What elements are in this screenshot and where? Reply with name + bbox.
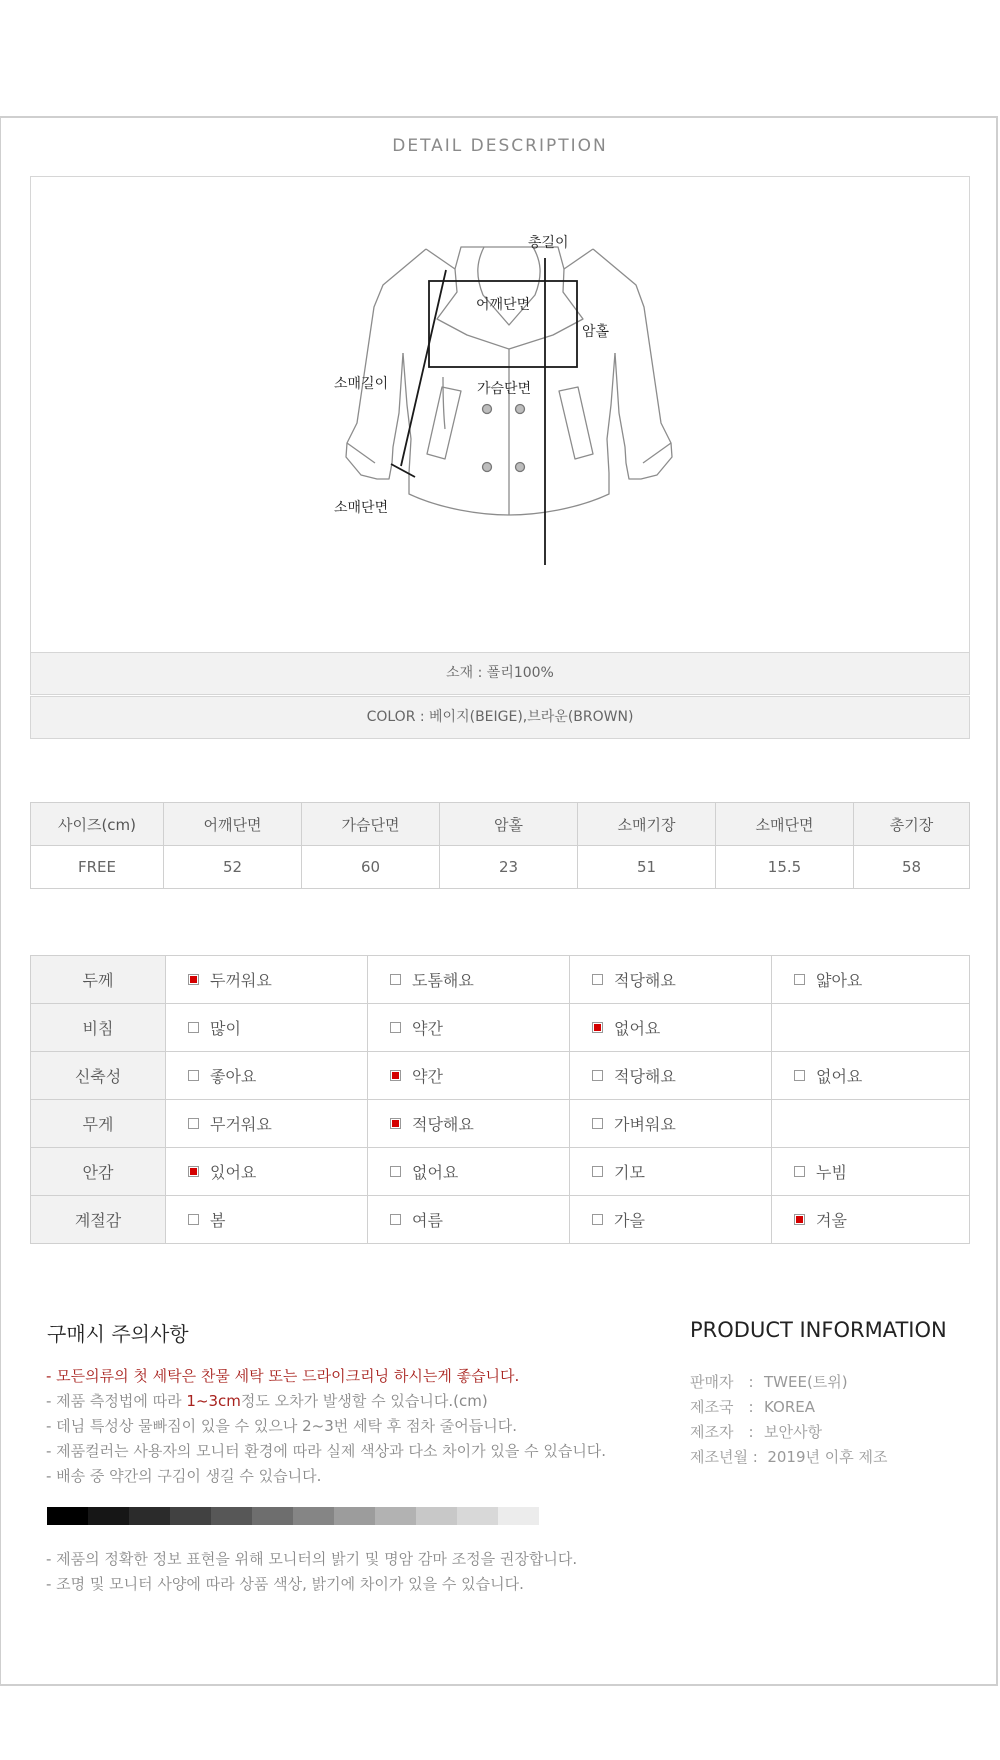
feature-option-label: 없어요 [412, 1163, 459, 1182]
gray-swatch [211, 1507, 252, 1525]
feature-row [31, 1148, 970, 1196]
checked-box-icon [794, 1214, 805, 1225]
caution-note: - 데님 특성상 물빠짐이 있을 수 있으나 2~3번 세탁 후 점차 줄어듭니다. [46, 1417, 518, 1435]
feature-option-label: 도톰해요 [412, 971, 474, 990]
gray-swatch [293, 1507, 334, 1525]
feature-option [166, 1196, 368, 1244]
unchecked-box-icon [390, 1166, 401, 1177]
unchecked-box-icon [592, 1070, 603, 1081]
caution-note: - 제품컬러는 사용자의 모니터 환경에 따라 실제 색상과 다소 차이가 있을 수 있습니다. [46, 1442, 607, 1460]
product-info-country [690, 1396, 815, 1417]
feature-option-label: 얇아요 [816, 971, 863, 990]
feature-option-label: 없어요 [816, 1067, 863, 1086]
unchecked-box-icon [592, 1166, 603, 1177]
feature-option-label: 봄 [210, 1211, 226, 1230]
feature-option [772, 956, 970, 1004]
feature-option [368, 1100, 570, 1148]
feature-row [31, 1196, 970, 1244]
feature-option [368, 1148, 570, 1196]
feature-option-label: 겨울 [816, 1211, 847, 1230]
feature-option-label: 기모 [614, 1163, 645, 1182]
caution-title: 구매시 주의사항 [47, 1322, 189, 1346]
label-total-length: 총길이 [528, 235, 569, 251]
checked-box-icon [592, 1022, 603, 1033]
feature-row [31, 956, 970, 1004]
feature-label: 신축성 [31, 1052, 166, 1100]
size-cell: 51 [578, 846, 716, 889]
size-header-cell: 사이즈(cm) [31, 803, 164, 846]
feature-option-label: 여름 [412, 1211, 443, 1230]
feature-option [166, 1148, 368, 1196]
gray-swatch [457, 1507, 498, 1525]
unchecked-box-icon [794, 974, 805, 985]
feature-option-label: 많이 [210, 1019, 241, 1038]
feature-label: 계절감 [31, 1196, 166, 1244]
feature-option [368, 1004, 570, 1052]
gray-swatch [252, 1507, 293, 1525]
label-armhole: 암홀 [582, 324, 610, 340]
feature-option-empty [772, 1100, 970, 1148]
feature-option [570, 1052, 772, 1100]
label-chest: 가슴단면 [477, 381, 532, 397]
caution-note: - 조명 및 모니터 사양에 따라 상품 색상, 밝기에 차이가 있을 수 있습니다. [46, 1575, 524, 1593]
caution-note-text: 정도 오차가 발생할 수 있습니다.(cm) [240, 1392, 488, 1410]
size-header-cell: 소매단면 [716, 803, 854, 846]
caution-note: - 배송 중 약간의 구김이 생길 수 있습니다. [46, 1467, 322, 1485]
feature-option-label: 적당해요 [614, 1067, 676, 1086]
feature-option-label: 적당해요 [412, 1115, 474, 1134]
info-key: 제조국 [690, 1398, 734, 1416]
unchecked-box-icon [592, 1214, 603, 1225]
material-row: 소재 : 폴리100% [30, 652, 970, 695]
feature-option [166, 1004, 368, 1052]
feature-option [166, 956, 368, 1004]
unchecked-box-icon [188, 1214, 199, 1225]
feature-option [570, 1148, 772, 1196]
size-header-cell: 총기장 [854, 803, 970, 846]
unchecked-box-icon [592, 974, 603, 985]
size-header-cell: 소매기장 [578, 803, 716, 846]
feature-row [31, 1004, 970, 1052]
feature-row [31, 1100, 970, 1148]
coat-illustration [31, 177, 971, 654]
feature-option [570, 1100, 772, 1148]
gray-swatch-bar [47, 1507, 539, 1525]
gray-swatch [170, 1507, 211, 1525]
feature-option [166, 1100, 368, 1148]
feature-option [368, 1196, 570, 1244]
feature-option [368, 1052, 570, 1100]
unchecked-box-icon [390, 974, 401, 985]
checked-box-icon [390, 1118, 401, 1129]
feature-option-label: 가을 [614, 1211, 645, 1230]
unchecked-box-icon [188, 1022, 199, 1033]
label-shoulder: 어깨단면 [476, 297, 531, 313]
size-cell: 23 [440, 846, 578, 889]
gray-swatch [334, 1507, 375, 1525]
size-table-header [31, 803, 970, 846]
feature-option [772, 1196, 970, 1244]
info-value: 2019년 이후 제조 [767, 1448, 888, 1466]
gray-swatch [129, 1507, 170, 1525]
caution-note [46, 1390, 488, 1411]
size-cell: 15.5 [716, 846, 854, 889]
feature-option [772, 1148, 970, 1196]
feature-option [166, 1052, 368, 1100]
feature-option-label: 약간 [412, 1067, 443, 1086]
feature-option-label: 누빔 [816, 1163, 847, 1182]
feature-label: 무게 [31, 1100, 166, 1148]
feature-option-label: 있어요 [210, 1163, 257, 1182]
size-cell: 60 [302, 846, 440, 889]
info-value: KOREA [764, 1398, 815, 1416]
unchecked-box-icon [592, 1118, 603, 1129]
feature-label: 두께 [31, 956, 166, 1004]
info-sep: : [748, 1373, 754, 1391]
info-value: 보안사항 [764, 1423, 822, 1441]
gray-swatch [47, 1507, 88, 1525]
size-cell: 52 [164, 846, 302, 889]
info-key: 제조자 [690, 1423, 734, 1441]
size-cell: 58 [854, 846, 970, 889]
unchecked-box-icon [794, 1070, 805, 1081]
section-title: DETAIL DESCRIPTION [392, 136, 608, 156]
coat-diagram [30, 176, 970, 653]
feature-option [772, 1052, 970, 1100]
feature-option-empty [772, 1004, 970, 1052]
unchecked-box-icon [794, 1166, 805, 1177]
label-sleeve-width: 소매단면 [334, 500, 389, 516]
feature-option [570, 1004, 772, 1052]
info-value: TWEE(트위) [764, 1373, 848, 1391]
info-sep: : [748, 1398, 754, 1416]
size-cell: FREE [31, 846, 164, 889]
size-header-cell: 암홀 [440, 803, 578, 846]
feature-option [368, 956, 570, 1004]
checked-box-icon [188, 974, 199, 985]
feature-option-label: 좋아요 [210, 1067, 257, 1086]
gray-swatch [88, 1507, 129, 1525]
feature-option [570, 1196, 772, 1244]
product-info-title: PRODUCT INFORMATION [690, 1318, 947, 1342]
feature-label: 안감 [31, 1148, 166, 1196]
size-table-row [31, 846, 970, 889]
info-sep: : [748, 1423, 754, 1441]
unchecked-box-icon [390, 1214, 401, 1225]
feature-option-label: 적당해요 [614, 971, 676, 990]
color-row: COLOR : 베이지(BEIGE),브라운(BROWN) [30, 696, 970, 739]
size-header-cell: 가슴단면 [302, 803, 440, 846]
feature-table [30, 955, 970, 1244]
info-key: 제조년월 : [690, 1448, 758, 1466]
product-info-maker [690, 1421, 822, 1442]
gray-swatch [375, 1507, 416, 1525]
caution-note: - 제품의 정확한 정보 표현을 위해 모니터의 밝기 및 명암 감마 조정을 권장합니다. [46, 1550, 578, 1568]
feature-option-label: 두꺼워요 [210, 971, 272, 990]
size-table [30, 802, 970, 889]
feature-option-label: 없어요 [614, 1019, 661, 1038]
unchecked-box-icon [390, 1022, 401, 1033]
feature-label: 비침 [31, 1004, 166, 1052]
feature-option [570, 956, 772, 1004]
size-header-cell: 어깨단면 [164, 803, 302, 846]
unchecked-box-icon [188, 1070, 199, 1081]
caution-note-highlight: 1~3cm [186, 1392, 241, 1410]
feature-option-label: 약간 [412, 1019, 443, 1038]
checked-box-icon [188, 1166, 199, 1177]
caution-note-text: - 제품 측정법에 따라 [46, 1392, 187, 1410]
product-info-seller [690, 1371, 848, 1392]
unchecked-box-icon [188, 1118, 199, 1129]
feature-option-label: 무거워요 [210, 1115, 272, 1134]
caution-note: - 모든의류의 첫 세탁은 찬물 세탁 또는 드라이크리닝 하시는게 좋습니다. [46, 1367, 520, 1385]
feature-row [31, 1052, 970, 1100]
product-info-date [690, 1446, 888, 1467]
checked-box-icon [390, 1070, 401, 1081]
info-key: 판매자 [690, 1373, 734, 1391]
gray-swatch [416, 1507, 457, 1525]
feature-option-label: 가벼워요 [614, 1115, 676, 1134]
label-sleeve-length: 소매길이 [334, 376, 389, 392]
gray-swatch [498, 1507, 539, 1525]
